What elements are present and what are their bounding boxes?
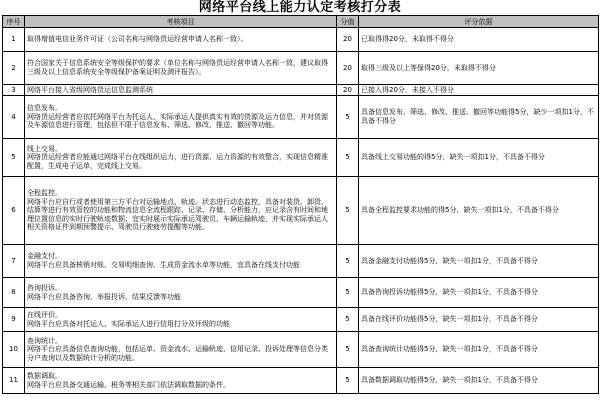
row-item	[25, 52, 337, 85]
table-row	[3, 52, 599, 85]
row-basis: 具备线上交易功能的得5分，缺失一项扣1分，不具备不得分	[359, 139, 599, 177]
row-basis: 具备查询统计功能得5分，缺失一项扣1分，不具备不得分	[359, 332, 599, 368]
table-row	[3, 139, 599, 177]
table-row	[3, 245, 599, 278]
row-score: 5	[337, 278, 359, 308]
row-score: 5	[337, 96, 359, 139]
row-seq: 1	[3, 28, 25, 52]
row-seq: 6	[3, 177, 25, 245]
item-text: 网络平台应具备对托运人、实际承运人进行信用打分及评级的功能	[27, 319, 230, 328]
item-text: 网络平台应具备交通运输、税务等相关部门依法调取数据的条件。	[27, 380, 230, 389]
item-text: 网络平台应自行或者使用第三方平台对运输地点、轨迹、状态进行动态监控，具备对装货、卸货、结算等进行有效管控的功能和物流信息全流程跟踪、记录、存储、分析能力，应记录含有时间和地理位置信息的实时行驶轨迹数据；宜实时展示实际承运驾驶员、车辆运输轨迹，并实现实际承运人相关资格证件到期预警提示、驾驶员行驶疲劳提醒等功能。	[27, 197, 328, 232]
table-row	[3, 96, 599, 139]
header-seq: 序号	[3, 16, 25, 28]
row-item	[25, 368, 337, 394]
row-item	[25, 85, 337, 96]
row-seq: 2	[3, 52, 25, 85]
row-basis: 具备信息发布、筛选、修改、推送、撤回等功能得5分，缺少一项扣1分，不具备不得分	[359, 96, 599, 139]
row-score: 5	[337, 139, 359, 177]
row-basis: 已接入得20分，未接入不得分	[359, 85, 599, 96]
row-seq: 9	[3, 308, 25, 332]
row-score: 20	[337, 52, 359, 85]
row-score: 5	[337, 368, 359, 394]
row-item	[25, 96, 337, 139]
item-text: 取得增值电信业务许可证（公司名称与网络货运经营申请人名称一致）。	[27, 35, 248, 44]
row-score: 20	[337, 28, 359, 52]
row-basis: 具备在线评价功能得5分，缺失一项扣1分，不具备不得分	[359, 308, 599, 332]
item-heading: 在线评价。	[27, 310, 62, 319]
header-score: 分值	[337, 16, 359, 28]
row-seq: 11	[3, 368, 25, 394]
item-heading: 金融支付。	[27, 252, 62, 261]
table-row	[3, 332, 599, 368]
row-score: 20	[337, 85, 359, 96]
row-basis: 取得三级及以上等保得20分，未取得不得分	[359, 52, 599, 85]
page-title: 网络平台线上能力认定考核打分表	[198, 0, 402, 15]
row-item	[25, 177, 337, 245]
row-score: 5	[337, 177, 359, 245]
row-seq: 3	[3, 85, 25, 96]
item-heading: 线上交易。	[27, 144, 62, 153]
row-score: 5	[337, 245, 359, 278]
item-heading: 数据调取。	[27, 371, 62, 380]
table-row	[3, 308, 599, 332]
row-basis: 具备全程监控要求功能的得5分，缺失一项扣1分，不具备不得分	[359, 177, 599, 245]
row-item	[25, 278, 337, 308]
item-text: 网络平台应具备信息查询功能，包括运单、资金流水、运输轨迹、信用记录、投诉处理等信息分类分户查询以及数据统计分析的功能。	[27, 345, 328, 362]
row-score: 5	[337, 308, 359, 332]
row-basis: 具备金融支付功能得5分，缺失一项扣1分，不具备不得分	[359, 245, 599, 278]
table-header-row	[3, 16, 599, 28]
row-seq: 5	[3, 139, 25, 177]
row-item	[25, 245, 337, 278]
row-seq: 10	[3, 332, 25, 368]
item-text: 网络平台接入省级网络货运信息监测系统	[27, 85, 153, 94]
row-seq: 8	[3, 278, 25, 308]
item-heading: 全程监控。	[27, 189, 62, 198]
row-item	[25, 308, 337, 332]
item-text: 网络货运经营者应依托网络平台为托运人、实际承运人提供真实有效的货源及运力信息，并对货源及车源信息进行管理，包括但不限于信息发布、筛选、修改、推送、撤回等功能。	[27, 112, 328, 130]
item-text: 符合国家关于信息系统安全等级保护的要求（单位名称与网络货运经营申请人名称一致，建议取得三级及以上信息系统安全等级保护备案证明及测评报告）。	[27, 59, 328, 76]
item-heading: 咨询投诉。	[27, 283, 62, 292]
row-seq: 7	[3, 245, 25, 278]
header-item: 考核项目	[25, 16, 337, 28]
row-basis: 已取得得20分，未取得不得分	[359, 28, 599, 52]
row-basis: 具备咨询投诉功能得5分，缺失一项扣1分，不具备不得分	[359, 278, 599, 308]
table-row	[3, 368, 599, 394]
item-text: 网络平台应具备核销对账、交易明细查询、生成资金流水单等功能，宜具备在线支付功能	[27, 261, 300, 269]
row-item	[25, 28, 337, 52]
item-heading: 查询统计。	[27, 336, 62, 345]
table-row	[3, 278, 599, 308]
row-item	[25, 139, 337, 177]
row-score: 5	[337, 332, 359, 368]
row-seq: 4	[3, 96, 25, 139]
row-item	[25, 332, 337, 368]
row-basis: 具备数据调取功能得5分，缺失一项扣1分，不具备不得分	[359, 368, 599, 394]
table-row	[3, 28, 599, 52]
item-text: 网络平台应具备咨询、举报投诉、结果反馈等功能	[27, 292, 181, 301]
item-heading: 信息发布。	[27, 104, 62, 113]
table-row	[3, 177, 599, 245]
table-row	[3, 85, 599, 96]
header-basis: 评分依据	[359, 16, 599, 28]
item-text: 网络货运经营者应能通过网络平台在线组织运力，进行货源、运力资源的有效整合，实现信息精准配置，生成电子运单，完成线上交易。	[27, 153, 328, 170]
score-table	[2, 15, 599, 394]
